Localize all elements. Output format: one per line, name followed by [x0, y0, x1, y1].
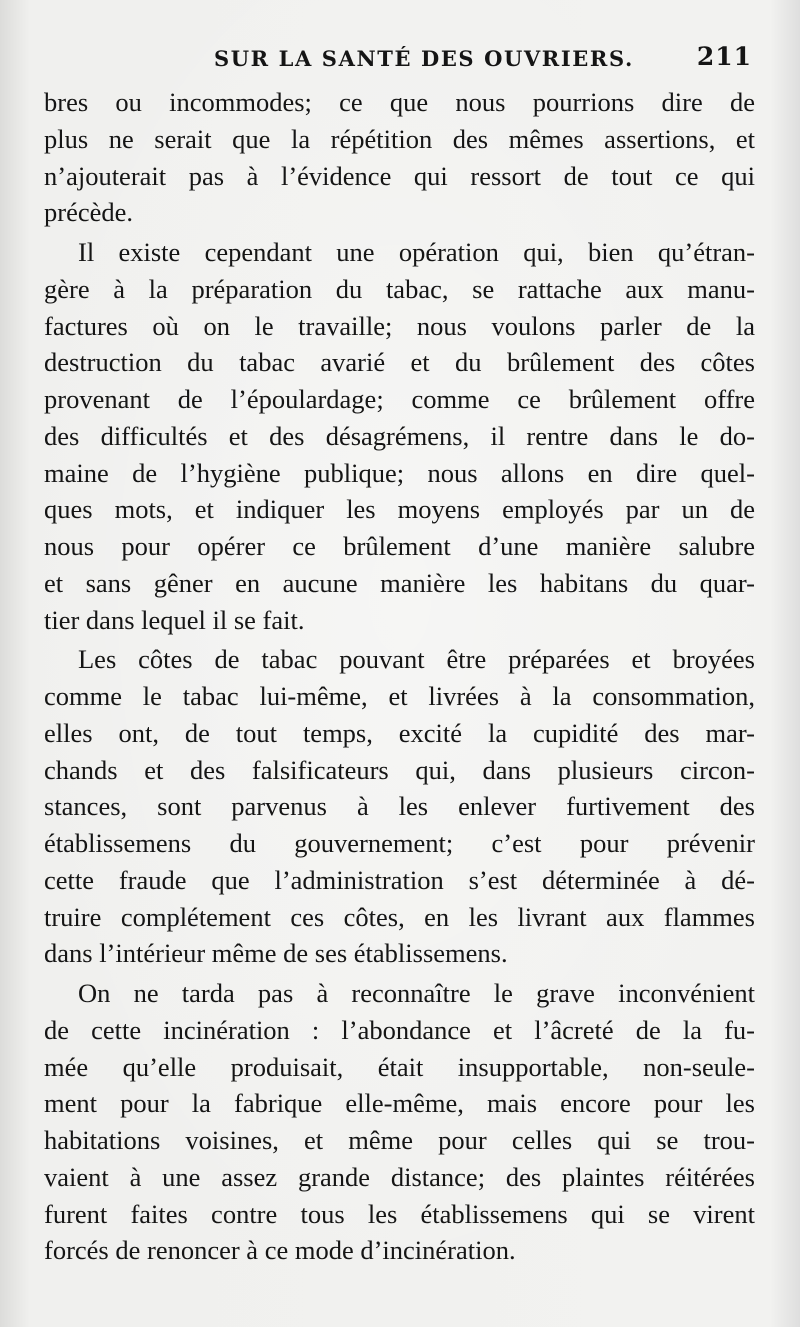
text-line: ques mots, et indiquer les moyens employés par un de — [44, 494, 755, 525]
text-line: cette fraude que l’administration s’est déterminée à dé- — [44, 864, 755, 895]
text-line: des difficultés et des désagrémens, il rentre dans le do- — [44, 420, 755, 451]
text-line: destruction du tabac avarié et du brûlement des côtes — [44, 347, 755, 378]
body-text — [44, 84, 755, 1269]
paragraph — [44, 234, 755, 638]
paragraph — [44, 641, 755, 972]
text-line: précède. — [44, 197, 133, 228]
text-line: nous pour opérer ce brûlement d’une manière salubre — [44, 531, 755, 561]
text-line: vaient à une assez grande distance; des plaintes réitérées — [44, 1161, 755, 1192]
text-line: truire complétement ces côtes, en les livrant aux flammes — [44, 901, 755, 932]
text-line: Les côtes de tabac pouvant être préparées et broyées — [78, 644, 755, 675]
text-line: chands et des falsificateurs qui, dans plusieurs circon- — [44, 754, 755, 785]
text-line: On ne tarda pas à reconnaître le grave inconvénient — [78, 978, 755, 1008]
text-line: provenant de l’époulardage; comme ce brûlement offre — [44, 384, 755, 414]
text-line: Il existe cependant une opération qui, bien qu’étran- — [78, 237, 755, 267]
text-line: maine de l’hygiène publique; nous allons en dire quel- — [44, 457, 755, 488]
text-line: forcés de renoncer à ce mode d’incinération. — [44, 1235, 516, 1266]
paragraph — [44, 84, 755, 231]
text-line: établissemens du gouvernement; c’est pour prévenir — [44, 828, 755, 858]
text-line: et sans gêner en aucune manière les habitans du quar- — [44, 567, 755, 598]
running-head — [40, 40, 760, 76]
text-line: stances, sont parvenus à les enlever furtivement des — [44, 791, 755, 822]
text-line: ment pour la fabrique elle-même, mais encore pour les — [44, 1088, 755, 1119]
text-line: gère à la préparation du tabac, se rattache aux manu- — [44, 273, 755, 304]
text-line: comme le tabac lui-même, et livrées à la consommation, — [44, 681, 755, 711]
text-line: factures où on le travaille; nous voulons parler de la — [44, 310, 755, 341]
page-number: 211 — [696, 42, 752, 71]
text-line: elles ont, de tout temps, excité la cupidité des mar- — [44, 717, 755, 748]
text-line: tier dans lequel il se fait. — [44, 604, 305, 635]
text-line: mée qu’elle produisait, était insupportable, non-seule- — [44, 1051, 755, 1082]
text-line: plus ne serait que la répétition des mêmes assertions, et — [44, 123, 755, 154]
paragraph — [44, 975, 755, 1269]
running-title: SUR LA SANTÉ DES OUVRIERS. — [214, 46, 634, 71]
text-line: dans l’intérieur même de ses établissemens. — [44, 938, 508, 969]
text-line: bres ou incommodes; ce que nous pourrions dire de — [44, 87, 755, 117]
text-line: n’ajouterait pas à l’évidence qui ressort de tout ce qui — [44, 160, 755, 191]
text-line: de cette incinération : l’abondance et l’âcreté de la fu- — [44, 1014, 755, 1045]
text-line: habitations voisines, et même pour celles qui se trou- — [44, 1125, 755, 1155]
text-line: furent faites contre tous les établissemens qui se virent — [44, 1198, 755, 1229]
